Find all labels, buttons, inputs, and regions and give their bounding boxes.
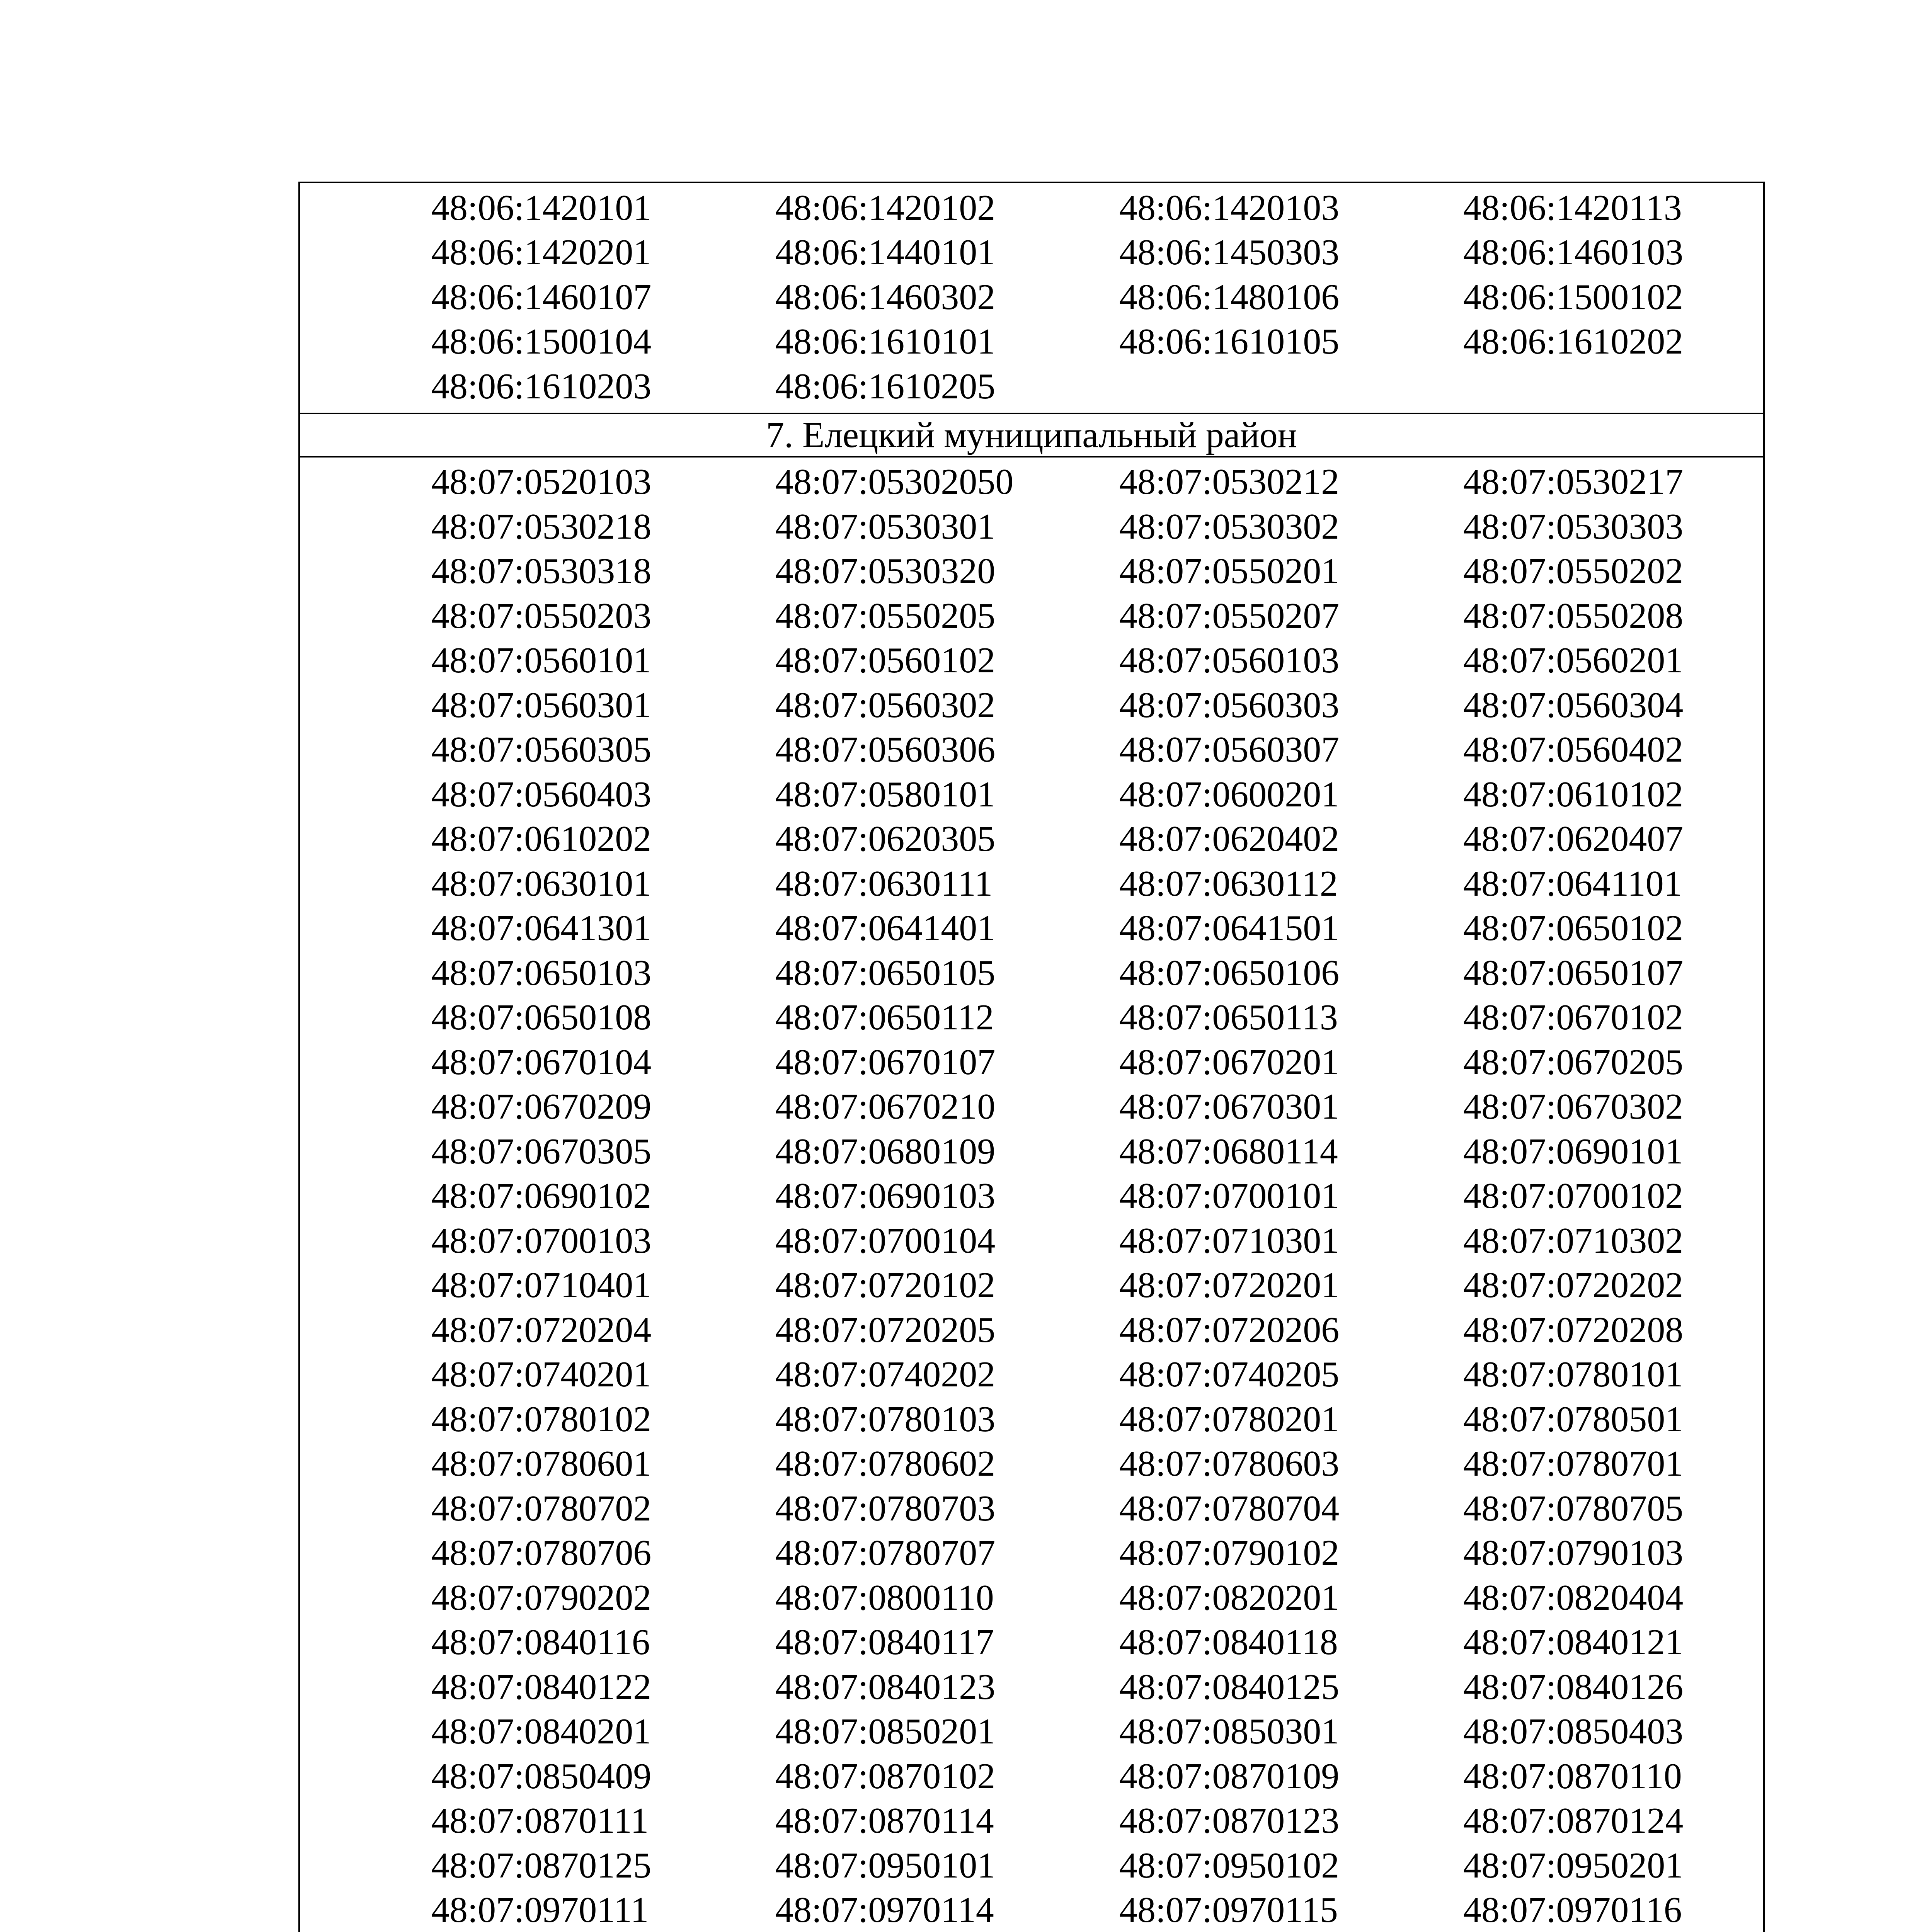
cadastral-code-cell: 48:07:0641101 — [1463, 863, 1682, 904]
cadastral-code-cell: 48:07:0840201 — [431, 1711, 652, 1752]
cadastral-code-cell: 48:07:0870102 — [775, 1756, 996, 1796]
cadastral-code-cell: 48:06:1460107 — [431, 277, 652, 317]
cadastral-code-cell: 48:06:1610101 — [775, 321, 996, 362]
table-row — [300, 594, 1763, 638]
cadastral-code-cell: 48:07:0650106 — [1119, 952, 1340, 993]
cadastral-code-cell: 48:07:0530320 — [775, 551, 996, 592]
cadastral-code-cell: 48:07:0850409 — [431, 1756, 652, 1796]
cadastral-code-cell: 48:07:0560304 — [1463, 685, 1684, 725]
cadastral-code-cell: 48:07:0970114 — [775, 1890, 994, 1930]
table-row — [300, 906, 1763, 951]
table-row — [300, 772, 1763, 817]
cadastral-code-cell: 48:06:1440101 — [775, 232, 996, 273]
cadastral-code-cell: 48:07:0720201 — [1119, 1265, 1340, 1306]
table-row — [300, 1709, 1763, 1754]
table-row — [300, 1397, 1763, 1442]
cadastral-code-cell: 48:07:0710401 — [431, 1265, 652, 1306]
cadastral-code-cell: 48:07:0790103 — [1463, 1533, 1684, 1573]
table-row — [300, 1620, 1763, 1665]
cadastral-code-cell: 48:07:0530212 — [1119, 462, 1340, 502]
cadastral-code-cell: 48:07:0630101 — [431, 863, 652, 904]
cadastral-code-cell: 48:07:0780603 — [1119, 1444, 1340, 1484]
cadastral-code-cell: 48:07:0670205 — [1463, 1042, 1684, 1082]
cadastral-code-cell: 48:07:0670210 — [775, 1087, 996, 1127]
table-row — [300, 549, 1763, 594]
cadastral-code-cell: 48:07:0550208 — [1463, 595, 1684, 636]
cadastral-code-cell: 48:07:0870109 — [1119, 1756, 1340, 1796]
cadastral-code-cell: 48:07:0870111 — [431, 1801, 649, 1841]
cadastral-code-cell: 48:07:0620402 — [1119, 819, 1340, 859]
cadastral-code-cell: 48:07:0560201 — [1463, 640, 1684, 681]
cadastral-code-cell: 48:07:0840118 — [1119, 1622, 1338, 1663]
cadastral-code-cell: 48:07:0950101 — [775, 1845, 996, 1886]
cadastral-code-cell: 48:07:0650102 — [1463, 908, 1684, 949]
cadastral-code-cell: 48:07:0700104 — [775, 1220, 996, 1261]
table-row — [300, 1174, 1763, 1219]
cadastral-code-cell: 48:07:0641301 — [431, 908, 652, 949]
cadastral-codes-table — [298, 182, 1765, 1932]
cadastral-code-cell: 48:07:0780501 — [1463, 1399, 1684, 1439]
cadastral-code-cell: 48:07:0700102 — [1463, 1176, 1684, 1216]
cadastral-code-cell: 48:07:0670302 — [1463, 1087, 1684, 1127]
cadastral-code-cell: 48:06:1420103 — [1119, 187, 1340, 228]
section-heading: 7. Елецкий муниципальный район — [300, 413, 1763, 457]
cadastral-code-cell: 48:07:0641501 — [1119, 908, 1340, 949]
cadastral-code-cell: 48:07:05302050 — [775, 462, 1014, 502]
cadastral-code-cell: 48:07:0840123 — [775, 1667, 996, 1707]
cadastral-code-cell: 48:07:0800110 — [775, 1577, 994, 1618]
cadastral-code-cell: 48:07:0790102 — [1119, 1533, 1340, 1573]
cadastral-code-cell: 48:07:0580101 — [775, 774, 996, 815]
cadastral-code-cell: 48:06:1610203 — [431, 366, 652, 406]
table-row — [300, 1308, 1763, 1352]
cadastral-code-cell: 48:06:1500102 — [1463, 277, 1684, 317]
cadastral-code-cell: 48:07:0550205 — [775, 595, 996, 636]
cadastral-code-cell: 48:07:0840122 — [431, 1667, 652, 1707]
cadastral-code-cell: 48:07:0970111 — [431, 1890, 649, 1930]
cadastral-code-cell: 48:07:0970116 — [1463, 1890, 1682, 1930]
table-row — [300, 364, 1763, 409]
cadastral-code-cell: 48:07:0710301 — [1119, 1220, 1340, 1261]
cadastral-code-cell: 48:07:0530318 — [431, 551, 652, 592]
table-row — [300, 1575, 1763, 1620]
cadastral-code-cell: 48:07:0720204 — [431, 1310, 652, 1350]
cadastral-code-cell: 48:07:0560302 — [775, 685, 996, 725]
cadastral-code-cell: 48:07:0530217 — [1463, 462, 1684, 502]
cadastral-code-cell: 48:06:1610105 — [1119, 321, 1340, 362]
cadastral-code-cell: 48:07:0550207 — [1119, 595, 1340, 636]
table-row — [300, 1665, 1763, 1709]
cadastral-code-cell: 48:07:0700103 — [431, 1220, 652, 1261]
table-row — [300, 504, 1763, 549]
cadastral-code-cell: 48:07:0560301 — [431, 685, 652, 725]
cadastral-code-cell: 48:07:0530303 — [1463, 506, 1684, 547]
cadastral-code-cell: 48:07:0720102 — [775, 1265, 996, 1306]
cadastral-code-cell: 48:07:0970115 — [1119, 1890, 1338, 1930]
cadastral-code-cell: 48:07:0560307 — [1119, 730, 1340, 770]
cadastral-code-cell: 48:07:0560101 — [431, 640, 652, 681]
table-row — [300, 1352, 1763, 1397]
cadastral-code-cell: 48:07:0680114 — [1119, 1131, 1338, 1172]
cadastral-code-cell: 48:07:0840117 — [775, 1622, 994, 1663]
cadastral-code-cell: 48:07:0560103 — [1119, 640, 1340, 681]
cadastral-code-cell: 48:06:1420201 — [431, 232, 652, 273]
cadastral-code-cell: 48:07:0690101 — [1463, 1131, 1684, 1172]
cadastral-code-cell: 48:07:0840125 — [1119, 1667, 1340, 1707]
cadastral-code-cell: 48:07:0530218 — [431, 506, 652, 547]
cadastral-code-cell: 48:07:0780701 — [1463, 1444, 1684, 1484]
cadastral-code-cell: 48:07:0780101 — [1463, 1354, 1684, 1395]
cadastral-code-cell: 48:07:0720202 — [1463, 1265, 1684, 1306]
cadastral-code-cell: 48:07:0710302 — [1463, 1220, 1684, 1261]
cadastral-code-cell: 48:07:0780201 — [1119, 1399, 1340, 1439]
cadastral-code-cell: 48:07:0650113 — [1119, 997, 1338, 1038]
table-row — [300, 275, 1763, 320]
cadastral-code-cell: 48:07:0780103 — [775, 1399, 996, 1439]
cadastral-code-cell: 48:07:0630112 — [1119, 863, 1338, 904]
table-row — [300, 951, 1763, 995]
cadastral-code-cell: 48:06:1460302 — [775, 277, 996, 317]
cadastral-code-cell: 48:07:0550201 — [1119, 551, 1340, 592]
cadastral-code-cell: 48:07:0780704 — [1119, 1488, 1340, 1529]
cadastral-code-cell: 48:07:0550202 — [1463, 551, 1684, 592]
cadastral-code-cell: 48:07:0780702 — [431, 1488, 652, 1529]
cadastral-code-cell: 48:06:1450303 — [1119, 232, 1340, 273]
cadastral-code-cell: 48:07:0850301 — [1119, 1711, 1340, 1752]
cadastral-code-cell: 48:07:0560305 — [431, 730, 652, 770]
table-row — [300, 1218, 1763, 1263]
table-row — [300, 683, 1763, 728]
cadastral-code-cell: 48:07:0850201 — [775, 1711, 996, 1752]
table-row — [300, 1754, 1763, 1799]
cadastral-code-cell: 48:07:0870124 — [1463, 1801, 1684, 1841]
cadastral-code-cell: 48:07:0530301 — [775, 506, 996, 547]
cadastral-code-cell: 48:07:0680109 — [775, 1131, 996, 1172]
table-row — [300, 1129, 1763, 1174]
cadastral-code-cell: 48:06:1500104 — [431, 321, 652, 362]
cadastral-code-cell: 48:07:0700101 — [1119, 1176, 1340, 1216]
cadastral-code-cell: 48:07:0870110 — [1463, 1756, 1682, 1796]
previous-section-codes — [300, 183, 1763, 413]
table-row — [300, 638, 1763, 683]
table-row — [300, 460, 1763, 505]
cadastral-code-cell: 48:06:1420113 — [1463, 187, 1682, 228]
cadastral-code-cell: 48:07:0740202 — [775, 1354, 996, 1395]
table-row — [300, 1040, 1763, 1085]
cadastral-code-cell: 48:07:0870114 — [775, 1801, 994, 1841]
cadastral-code-cell: 48:07:0650107 — [1463, 952, 1684, 993]
section-7-codes — [300, 457, 1763, 1932]
table-row — [300, 230, 1763, 275]
cadastral-code-cell: 48:07:0650112 — [775, 997, 994, 1038]
cadastral-code-cell: 48:07:0690103 — [775, 1176, 996, 1216]
cadastral-code-cell: 48:07:0780705 — [1463, 1488, 1684, 1529]
cadastral-code-cell: 48:07:0720208 — [1463, 1310, 1684, 1350]
table-row — [300, 320, 1763, 364]
cadastral-code-cell: 48:07:0820404 — [1463, 1577, 1684, 1618]
cadastral-code-cell: 48:07:0850403 — [1463, 1711, 1684, 1752]
cadastral-code-cell: 48:06:1460103 — [1463, 232, 1684, 273]
cadastral-code-cell: 48:07:0650105 — [775, 952, 996, 993]
cadastral-code-cell: 48:07:0530302 — [1119, 506, 1340, 547]
table-row — [300, 728, 1763, 772]
cadastral-code-cell: 48:07:0670301 — [1119, 1087, 1340, 1127]
cadastral-code-cell: 48:07:0670209 — [431, 1087, 652, 1127]
cadastral-code-cell: 48:07:0780703 — [775, 1488, 996, 1529]
cadastral-code-cell: 48:07:0740201 — [431, 1354, 652, 1395]
table-row — [300, 1888, 1763, 1932]
cadastral-code-cell: 48:07:0641401 — [775, 908, 996, 949]
cadastral-code-cell: 48:07:0560102 — [775, 640, 996, 681]
cadastral-code-cell: 48:07:0840116 — [431, 1622, 650, 1663]
cadastral-code-cell: 48:07:0780706 — [431, 1533, 652, 1573]
cadastral-code-cell: 48:06:1420101 — [431, 187, 652, 228]
table-row — [300, 1442, 1763, 1486]
table-row — [300, 1486, 1763, 1531]
cadastral-code-cell: 48:07:0520103 — [431, 462, 652, 502]
cadastral-code-cell: 48:07:0610202 — [431, 819, 652, 859]
cadastral-code-cell: 48:07:0780102 — [431, 1399, 652, 1439]
table-row — [300, 1799, 1763, 1844]
cadastral-code-cell: 48:06:1420102 — [775, 187, 996, 228]
cadastral-code-cell: 48:07:0870125 — [431, 1845, 652, 1886]
cadastral-code-cell: 48:07:0560306 — [775, 730, 996, 770]
cadastral-code-cell: 48:07:0670305 — [431, 1131, 652, 1172]
cadastral-code-cell: 48:07:0690102 — [431, 1176, 652, 1216]
cadastral-code-cell: 48:07:0840126 — [1463, 1667, 1684, 1707]
cadastral-code-cell: 48:07:0670102 — [1463, 997, 1684, 1038]
cadastral-code-cell: 48:07:0780602 — [775, 1444, 996, 1484]
cadastral-code-cell: 48:07:0790202 — [431, 1577, 652, 1618]
cadastral-code-cell: 48:07:0610102 — [1463, 774, 1684, 815]
cadastral-code-cell: 48:07:0950102 — [1119, 1845, 1340, 1886]
cadastral-code-cell: 48:07:0560403 — [431, 774, 652, 815]
cadastral-code-cell: 48:07:0670201 — [1119, 1042, 1340, 1082]
cadastral-code-cell: 48:07:0650108 — [431, 997, 652, 1038]
cadastral-code-cell: 48:07:0620305 — [775, 819, 996, 859]
cadastral-code-cell: 48:07:0780707 — [775, 1533, 996, 1573]
cadastral-code-cell: 48:07:0670107 — [775, 1042, 996, 1082]
table-row — [300, 1531, 1763, 1576]
table-row — [300, 1263, 1763, 1308]
cadastral-code-cell: 48:07:0740205 — [1119, 1354, 1340, 1395]
cadastral-code-cell: 48:07:0840121 — [1463, 1622, 1684, 1663]
table-row — [300, 861, 1763, 906]
cadastral-code-cell: 48:07:0720206 — [1119, 1310, 1340, 1350]
cadastral-code-cell: 48:07:0950201 — [1463, 1845, 1684, 1886]
cadastral-code-cell: 48:07:0650103 — [431, 952, 652, 993]
table-row — [300, 1085, 1763, 1129]
cadastral-code-cell: 48:07:0820201 — [1119, 1577, 1340, 1618]
cadastral-code-cell: 48:07:0560303 — [1119, 685, 1340, 725]
table-row — [300, 185, 1763, 230]
cadastral-code-cell: 48:06:1610202 — [1463, 321, 1684, 362]
cadastral-code-cell: 48:07:0780601 — [431, 1444, 652, 1484]
cadastral-code-cell: 48:07:0870123 — [1119, 1801, 1340, 1841]
cadastral-code-cell: 48:06:1610205 — [775, 366, 996, 406]
cadastral-code-cell: 48:07:0600201 — [1119, 774, 1340, 815]
cadastral-code-cell: 48:07:0620407 — [1463, 819, 1684, 859]
cadastral-code-cell: 48:06:1480106 — [1119, 277, 1340, 317]
cadastral-code-cell: 48:07:0670104 — [431, 1042, 652, 1082]
table-row — [300, 1843, 1763, 1888]
cadastral-code-cell: 48:07:0550203 — [431, 595, 652, 636]
table-row — [300, 817, 1763, 862]
cadastral-code-cell: 48:07:0720205 — [775, 1310, 996, 1350]
cadastral-code-cell: 48:07:0630111 — [775, 863, 993, 904]
table-row — [300, 995, 1763, 1040]
cadastral-code-cell: 48:07:0560402 — [1463, 730, 1684, 770]
